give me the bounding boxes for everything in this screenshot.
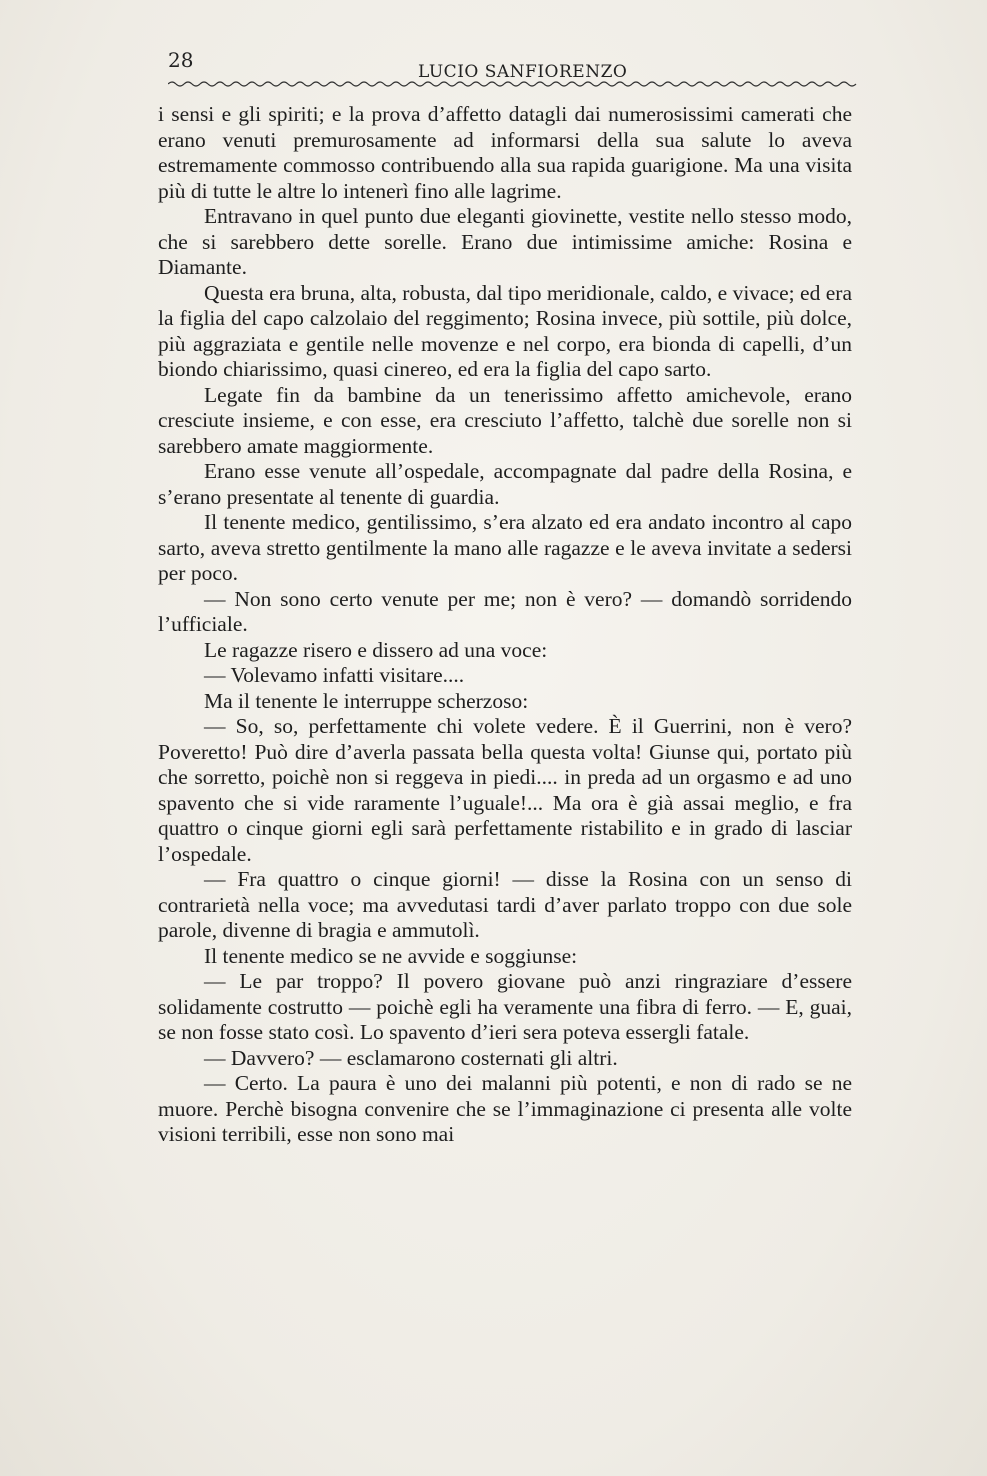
page-number: 28 — [168, 48, 194, 72]
paragraph: Ma il tenente le interruppe scherzoso: — [204, 688, 529, 713]
dialogue-paragraph: — Certo. La paura è uno dei malanni più potenti, e non di rado se ne muore. Perchè bisogna convenire che se l’immaginazione ci presenta alle volte visioni terribili, esse non sono mai — [158, 1071, 852, 1146]
dialogue-paragraph: — So, so, perfettamente chi volete vedere. È il Guerrini, non è vero? Poveretto! Può dire d’averla passata bella questa volta! Giunse qui, portato più che sorretto, poichè non si reggeva in piedi.... in preda ad un orgasmo e ad uno spavento che si vide raramente l’uguale!... Ma ora è già assai meglio, e fra quattro o cinque giorni egli sarà perfettamente ristabilito e in grado di lasciar l’ospedale. — [158, 714, 852, 866]
paragraph: Il tenente medico se ne avvide e soggiunse: — [204, 943, 578, 968]
paragraph: Entravano in quel punto due eleganti giovinette, vestite nello stesso modo, che si sarebbero dette sorelle. Erano due intimissime amiche: Rosina e Diamante. — [158, 204, 852, 279]
dialogue-paragraph: — Fra quattro o cinque giorni! — disse la Rosina con un senso di contrarietà nella voce; ma avvedutasi tardi d’aver parlato troppo con due sole parole, divenne di bragia e ammutolì. — [158, 867, 852, 942]
paragraph: Le ragazze risero e dissero ad una voce: — [204, 637, 548, 662]
header-title: LUCIO SANFIORENZO — [418, 62, 628, 82]
dialogue-paragraph: — Davvero? — esclamarono costernati gli altri. — [204, 1045, 618, 1070]
dialogue-paragraph: — Le par troppo? Il povero giovane può anzi ringraziare d’essere solidamente costrutto — poichè egli ha veramente una fibra di ferro. — E, guai, se non fosse stato così. Lo spavento d’ieri sera poteva essergli fatale. — [158, 969, 852, 1044]
paragraph: Erano esse venute all’ospedale, accompagnate dal padre della Rosina, e s’erano presentate al tenente di guardia. — [158, 459, 852, 509]
dialogue-paragraph: — Non sono certo venute per me; non è vero? — domandò sorridendo l’ufficiale. — [158, 586, 852, 636]
dialogue-paragraph: — Volevamo infatti visitare.... — [204, 663, 465, 687]
running-head — [168, 48, 858, 92]
paragraph: Questa era bruna, alta, robusta, dal tipo meridionale, caldo, e vivace; ed era la figlia del capo calzolaio del reggimento; Rosina invece, più sottile, più dolce, più aggraziata e gentile nelle movenze e nel corpo, era bionda di capelli, d’un biondo chiarissimo, quasi cinereo, ed era la figlia del capo sarto. — [158, 280, 852, 381]
header-wavy-rule — [168, 78, 858, 90]
body-text — [158, 102, 852, 1148]
paragraph: Legate fin da bambine da un tenerissimo affetto amichevole, erano cresciute insieme, e con esse, era cresciuto l’affetto, talchè due sorelle non si sarebbero amate maggiormente. — [158, 382, 852, 458]
paragraph: i sensi e gli spiriti; e la prova d’affetto datagli dai numerosissimi camerati che erano venuti premurosamente ad informarsi della sua salute lo aveva estremamente commosso contribuendo alla sua rapida guarigione. Ma una visita più di tutte le altre lo intenerì fino alle lagrime. — [158, 102, 852, 203]
paragraph: Il tenente medico, gentilissimo, s’era alzato ed era andato incontro al capo sarto, aveva stretto gentilmente la mano alle ragazze e le aveva invitate a sedersi per poco. — [158, 510, 852, 585]
